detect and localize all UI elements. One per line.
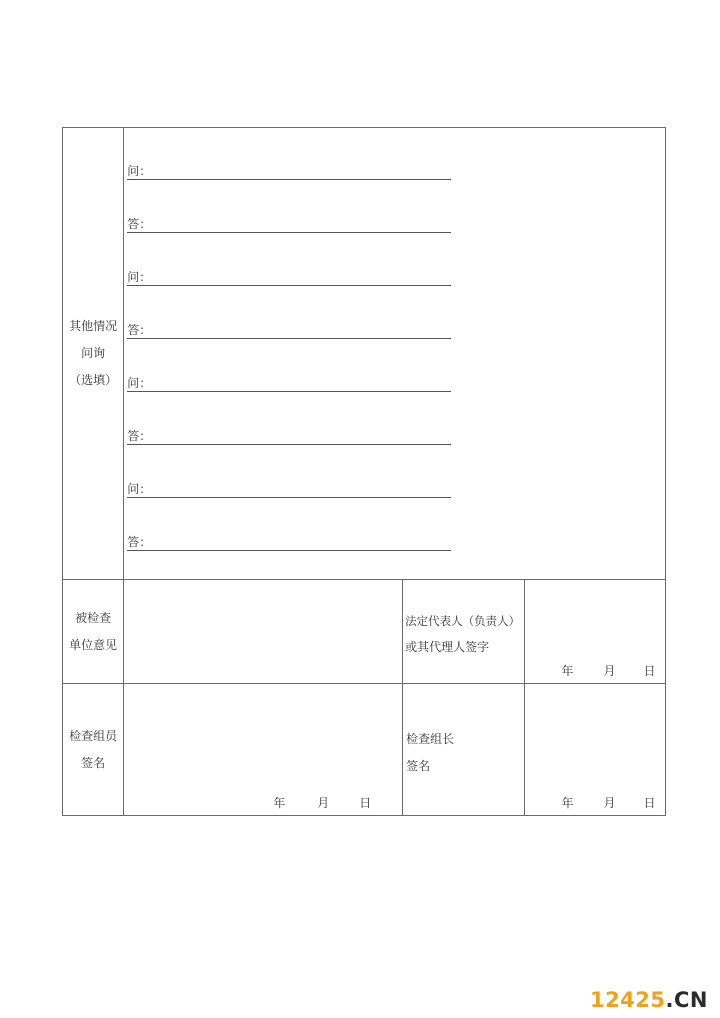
question-line-3[interactable]: 问： (127, 375, 451, 392)
question-line-1[interactable]: 问： (127, 163, 451, 180)
date-year: 年 (561, 664, 574, 678)
answer-line-3[interactable]: 答： (127, 428, 451, 445)
other-inquiry-label-line2: 问询 (81, 346, 106, 360)
answer-line-4[interactable]: 答： (127, 534, 451, 551)
inspection-form-table (62, 127, 666, 816)
other-inquiry-label-cell (63, 128, 124, 580)
answer-line-2[interactable]: 答： (127, 322, 451, 339)
inspector-label-cell (63, 684, 124, 816)
date-day: 日 (643, 664, 656, 678)
leader-label-cell (403, 684, 525, 816)
qa-area (124, 128, 666, 580)
leader-label-line1: 检查组长 (406, 732, 455, 746)
leader-date (561, 794, 655, 811)
inspector-label-line1: 检查组员 (69, 728, 118, 743)
other-inquiry-label-line1: 其他情况 (69, 319, 118, 333)
other-inquiry-row (63, 128, 666, 580)
unit-opinion-row (63, 580, 666, 684)
inspector-sign-row (63, 684, 666, 816)
legal-rep-label-line2: 或其代理人签字 (405, 640, 490, 654)
answer-line-1[interactable]: 答： (127, 216, 451, 233)
date-day: 日 (643, 796, 656, 810)
date-day: 日 (359, 796, 372, 810)
unit-opinion-field[interactable] (124, 580, 403, 684)
date-year: 年 (273, 796, 286, 810)
other-inquiry-label-line3: （选填） (69, 373, 118, 387)
question-line-4[interactable]: 问： (127, 481, 451, 498)
legal-rep-label-line1: 法定代表人（负责人） (405, 614, 521, 628)
leader-label-line2: 签名 (406, 759, 431, 773)
site-watermark-logo (590, 988, 708, 1012)
date-month: 月 (603, 796, 616, 810)
question-line-2[interactable]: 问： (127, 269, 451, 286)
date-month: 月 (317, 796, 330, 810)
date-year: 年 (561, 796, 574, 810)
legal-rep-label-cell (403, 580, 525, 684)
legal-rep-signature-field[interactable] (525, 580, 666, 684)
watermark-suffix: CN (674, 988, 708, 1012)
watermark-dot: . (665, 988, 674, 1012)
legal-rep-date (561, 662, 655, 679)
unit-opinion-label-line1: 被检查 (75, 610, 112, 625)
unit-opinion-label-line2: 单位意见 (69, 637, 118, 652)
inspector-label-line2: 签名 (81, 755, 106, 770)
date-month: 月 (603, 664, 616, 678)
watermark-number: 12425 (589, 988, 666, 1012)
unit-opinion-label-cell (63, 580, 124, 684)
inspector-signature-field[interactable] (124, 684, 403, 816)
leader-signature-field[interactable] (525, 684, 666, 816)
inspector-date (273, 794, 371, 811)
